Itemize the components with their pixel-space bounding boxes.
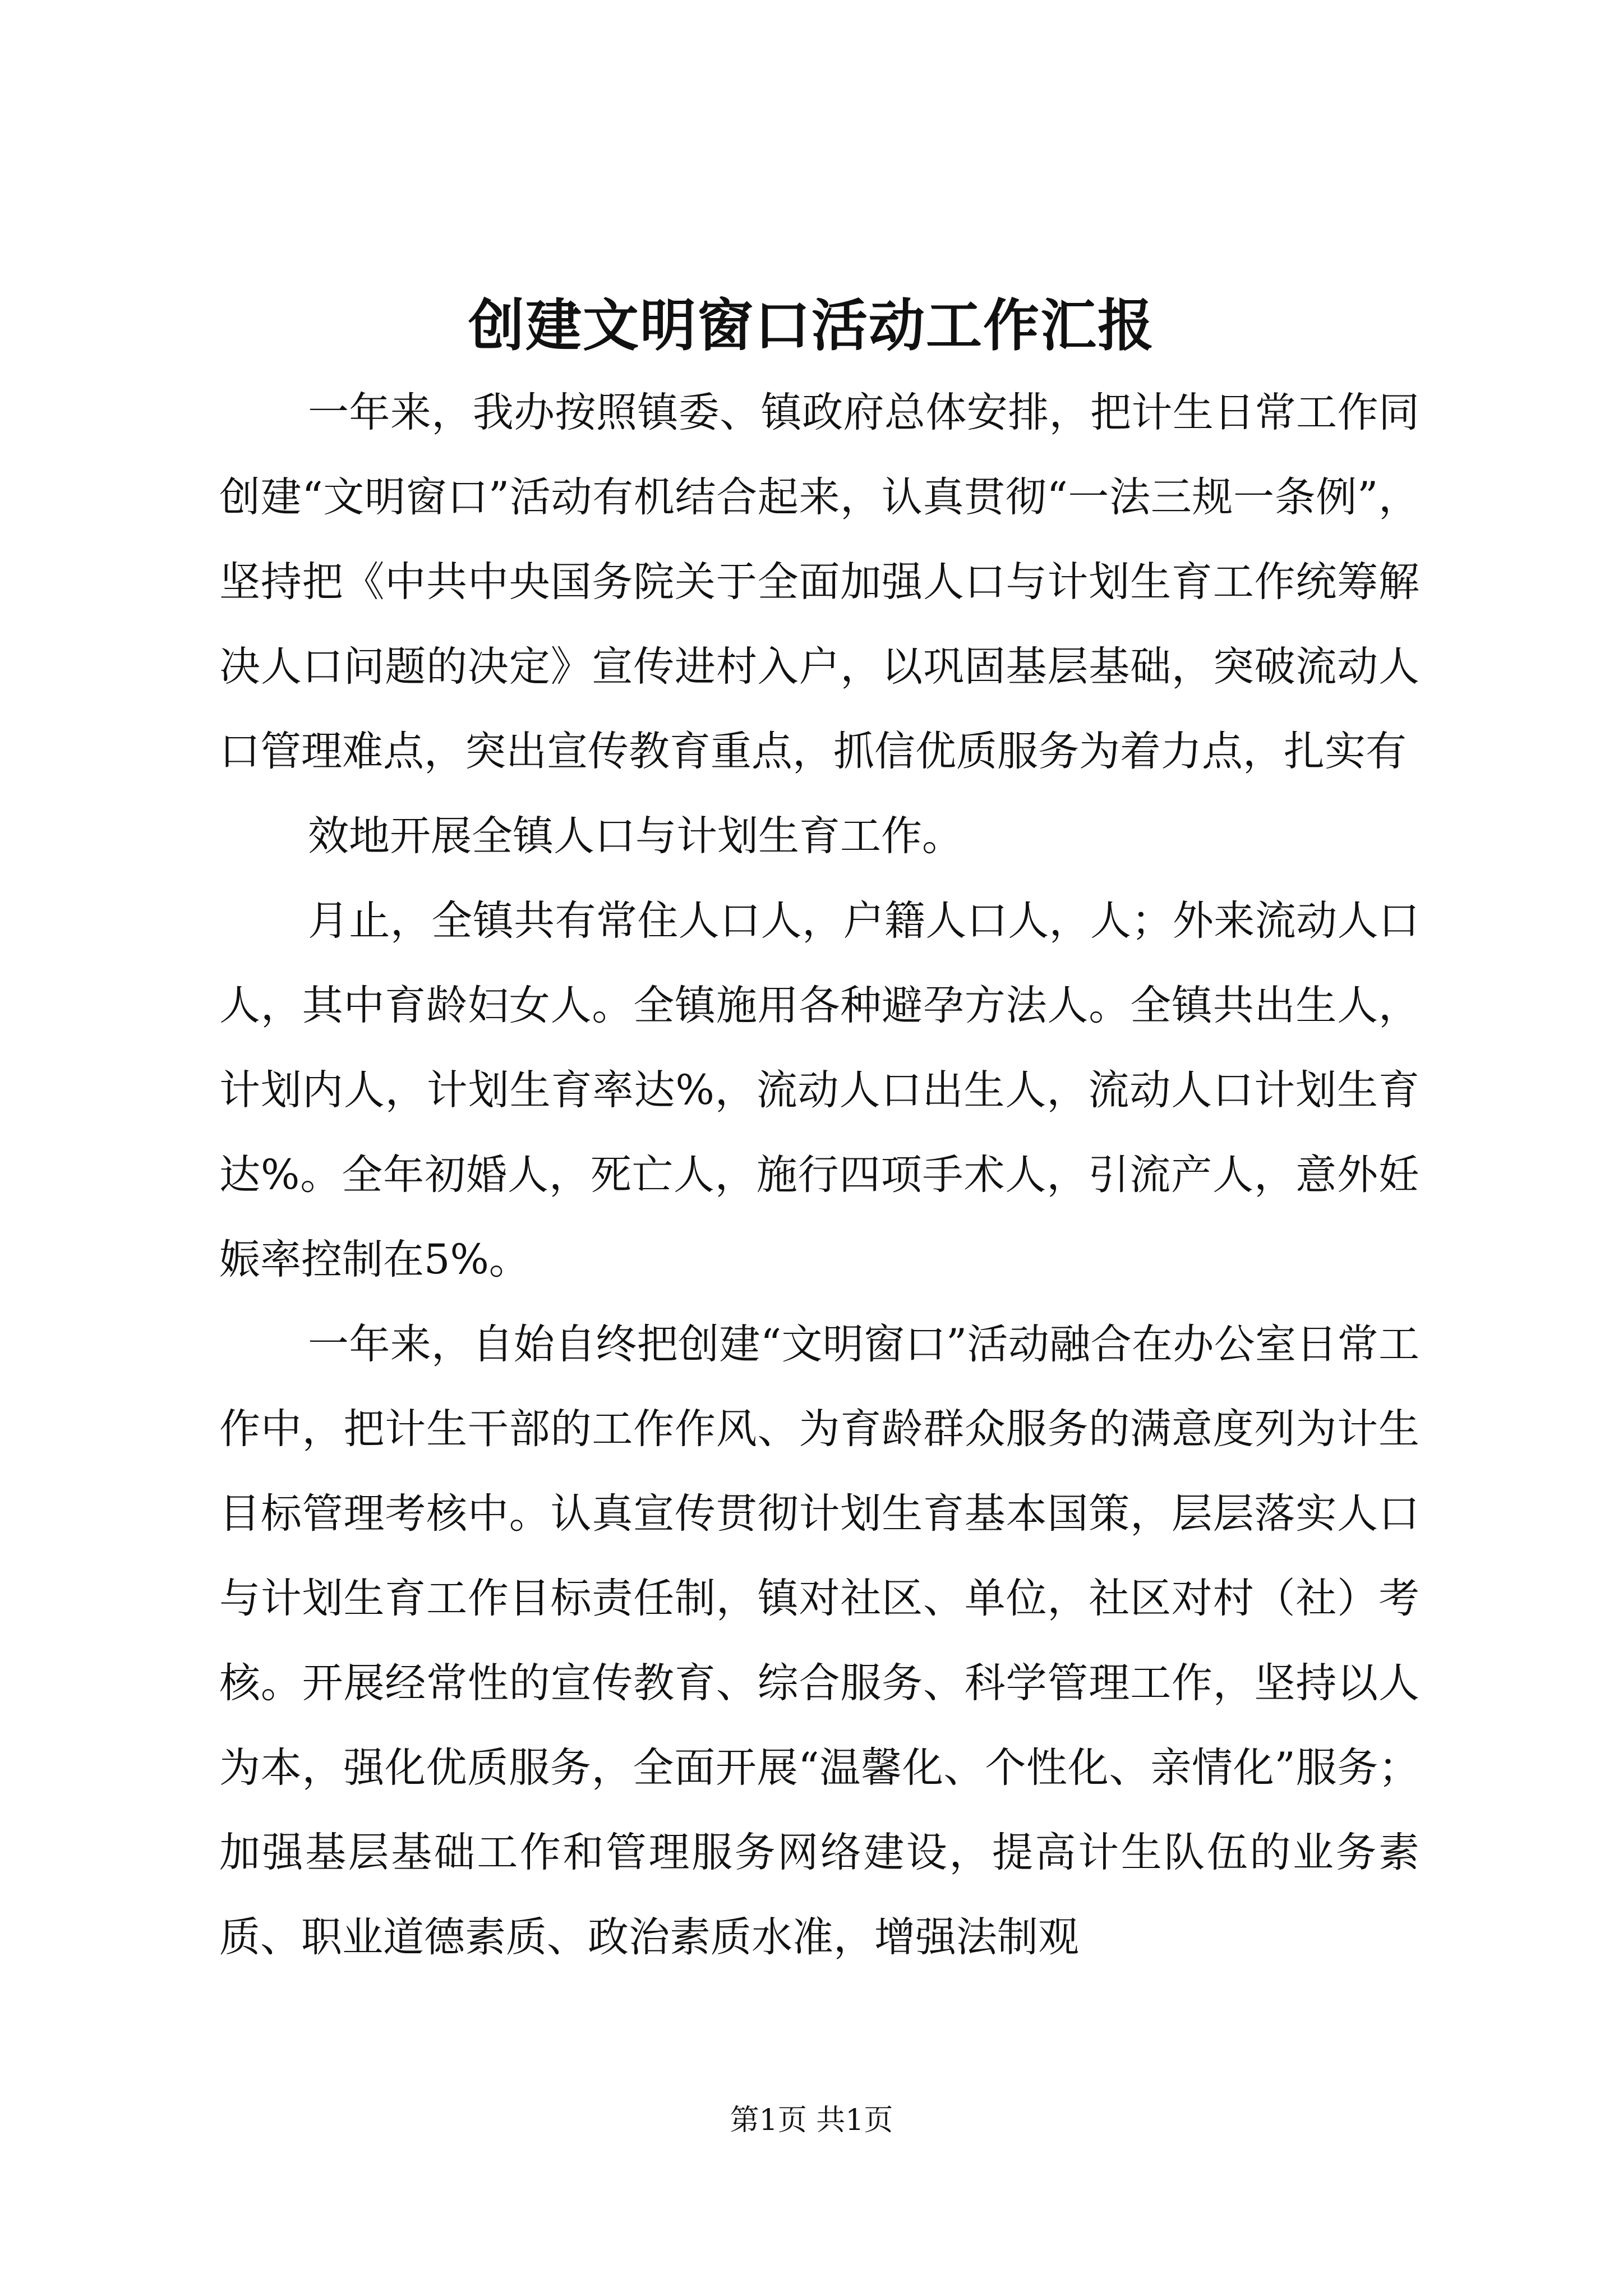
page-footer <box>0 2101 1623 2140</box>
paragraph-statistics: 月止，全镇共有常住人口人，户籍人口人，人；外来流动人口人，其中育龄妇女人。全镇施用各种避孕方法人。全镇共出生人，计划内人，计划生育率达%，流动人口出生人，流动人口计划生育达%。全年初婚人，死亡人，施行四项手术人，引流产人，意外妊娠率控制在5%。 <box>219 897 1419 1283</box>
paragraph-intro: 一年来，我办按照镇委、镇政府总体安排，把计生日常工作同创建“文明窗口”活动有机结合起来，认真贯彻“一法三规一条例”，坚持把《中共中央国务院关于全面加强人口与计划生育工作统筹解决人口问题的决定》宣传进村入户，以巩固基层基础，突破流动人口管理难点，突出宣传教育重点，抓信优质服务为着力点，扎实有 <box>219 389 1419 775</box>
document-title: 创建文明窗口活动工作汇报 <box>468 292 1155 358</box>
page-number: 第1页 共1页 <box>730 2104 893 2137</box>
paragraph-continuation: 效地开展全镇人口与计划生育工作。 <box>308 812 963 860</box>
paragraph-measures: 一年来，自始自终把创建“文明窗口”活动融合在办公室日常工作中，把计生干部的工作作风、为育龄群众服务的满意度列为计生目标管理考核中。认真宣传贯彻计划生育基本国策，层层落实人口与计划生育工作目标责任制，镇对社区、单位，社区对村（社）考核。开展经常性的宣传教育、综合服务、科学管理工作，坚持以人为本，强化优质服务，全面开展“温馨化、个性化、亲情化”服务；加强基层基础工作和管理服务网络建设，提高计生队伍的业务素质、职业道德素质、政治素质水准，增强法制观 <box>219 1320 1419 1961</box>
document-body <box>219 370 1419 1980</box>
